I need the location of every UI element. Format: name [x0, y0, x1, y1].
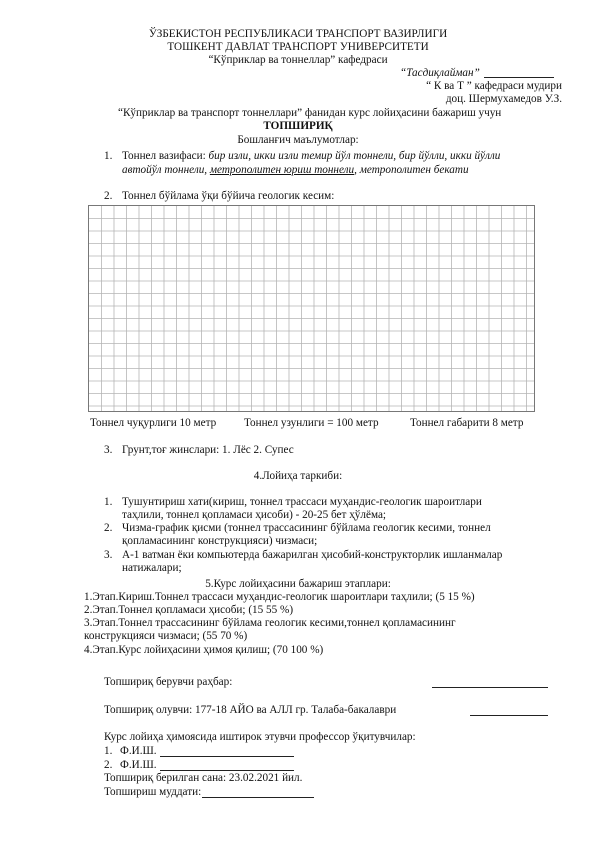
option-metro-station: метрополитен бекати	[359, 164, 469, 176]
approval-head: “ К ва Т ” кафедраси мудири	[426, 80, 562, 92]
stage-1: 1.Этап.Кириш.Тоннел трассаси муҳандис-геологик шароитлари таҳлили; (5 15 %)	[84, 591, 475, 603]
composition-2-line2: қопламасининг конструкцияси) чизмаси;	[122, 535, 318, 547]
professor-1-label: Ф.И.Ш.	[120, 745, 157, 757]
option-metro-running-tunnel: метрополитен юриш тоннели	[209, 164, 355, 176]
composition-3-line1: А-1 ватман ёки компьютерда бажарилган ҳисобий-конструкторлик ишланмалар	[122, 549, 503, 561]
item-1-options: бир изли, икки изли темир йўл тоннели, бир йўлли, икки йўлли	[208, 150, 501, 162]
composition-3-line2: натижалари;	[122, 562, 182, 574]
subject-line: “Кўприклар ва транспорт тоннеллари” фанидан курс лойиҳасини бажариш учун	[118, 107, 502, 119]
defense-heading: Курс лойиҳа ҳимоясида иштирок этувчи профессор ўқитувчилар:	[104, 731, 416, 743]
professor-2-name-line[interactable]	[160, 770, 294, 771]
stage-3-line1: 3.Этап.Тоннел трассасининг бўйлама геологик кесими,тоннел қопламасининг	[84, 617, 456, 629]
ministry-header: ЎЗБЕКИСТОН РЕСПУБЛИКАСИ ТРАНСПОРТ ВАЗИРЛИГИ	[148, 28, 448, 40]
item-1-number: 1.	[104, 150, 113, 162]
tunnel-length: Тоннел узунлиги = 100 метр	[244, 417, 379, 429]
item-3-number: 3.	[104, 444, 113, 456]
composition-3-number: 3.	[104, 549, 113, 561]
issuer-signature-line[interactable]	[432, 687, 548, 688]
option-road-tunnel: автойўл тоннели	[122, 164, 205, 176]
approval-title: “Тасдиқлайман”	[400, 67, 480, 79]
item-1-label: Тоннел вазифаси:	[122, 150, 206, 162]
stages-heading: 5.Курс лойиҳасини бажариш этаплари:	[205, 578, 391, 590]
composition-1-line2: таҳлили, тоннел қопламаси ҳисоби) - 20-25 бет ҳўлёма;	[122, 509, 387, 521]
professor-2-label: Ф.И.Ш.	[120, 759, 157, 771]
composition-1-number: 1.	[104, 496, 113, 508]
composition-2-line1: Чизма-график қисми (тоннел трассасининг бўйлама геологик кесими, тоннел	[122, 522, 491, 534]
receiver-label: Топшириқ олувчи: 177-18 АЙО ва АЛЛ гр. Талаба-бакалаври	[104, 704, 397, 716]
professor-2-number: 2.	[104, 759, 113, 771]
composition-2-number: 2.	[104, 522, 113, 534]
professor-1-number: 1.	[104, 745, 113, 757]
approval-name: доц. Шермухамедов У.З.	[445, 93, 562, 105]
issuer-label: Топшириқ берувчи раҳбар:	[104, 676, 233, 688]
item-2-text: Тоннел бўйлама ўқи бўйича геологик кесим:	[122, 190, 335, 202]
item-1-line2: автойўл тоннели, метрополитен юриш тоннели, метрополитен бекати	[122, 164, 469, 176]
item-1-line1	[122, 150, 500, 163]
department-header: “Кўприклар ва тоннеллар” кафедраси	[208, 54, 388, 66]
stage-3-line2: конструкцияси чизмаси; (55 70 %)	[84, 630, 248, 642]
tunnel-gauge: Тоннел габарити 8 метр	[410, 417, 524, 429]
deadline-line[interactable]	[202, 797, 314, 798]
tunnel-depth: Тоннел чуқурлиги 10 метр	[90, 417, 217, 429]
university-header: ТОШКЕНТ ДАВЛАТ ТРАНСПОРТ УНИВЕРСИТЕТИ	[167, 41, 429, 53]
soil-types: Грунт,тоғ жинслари: 1. Лёс 2. Супес	[122, 444, 294, 456]
approval-signature-line	[484, 77, 554, 78]
initial-data-heading: Бошланғич маълумотлар:	[237, 134, 359, 146]
composition-heading: 4.Лойиҳа таркиби:	[253, 470, 343, 482]
issue-date: Топшириқ берилган сана: 23.02.2021 йил.	[104, 772, 303, 784]
deadline-label: Топшириш муддати:	[104, 786, 202, 798]
stage-2: 2.Этап.Тоннел қопламаси ҳисоби; (15 55 %)	[84, 604, 294, 616]
stage-4: 4.Этап.Курс лойиҳасини ҳимоя қилиш; (70 100 %)	[84, 644, 324, 656]
geological-section-grid	[88, 205, 535, 412]
receiver-signature-line[interactable]	[470, 715, 548, 716]
grid-lines	[89, 206, 534, 411]
item-2-number: 2.	[104, 190, 113, 202]
composition-1-line1: Тушунтириш хати(кириш, тоннел трассаси муҳандис-геологик шароитлари	[122, 496, 482, 508]
professor-1-name-line[interactable]	[160, 756, 294, 757]
document-title: ТОПШИРИҚ	[263, 120, 333, 132]
